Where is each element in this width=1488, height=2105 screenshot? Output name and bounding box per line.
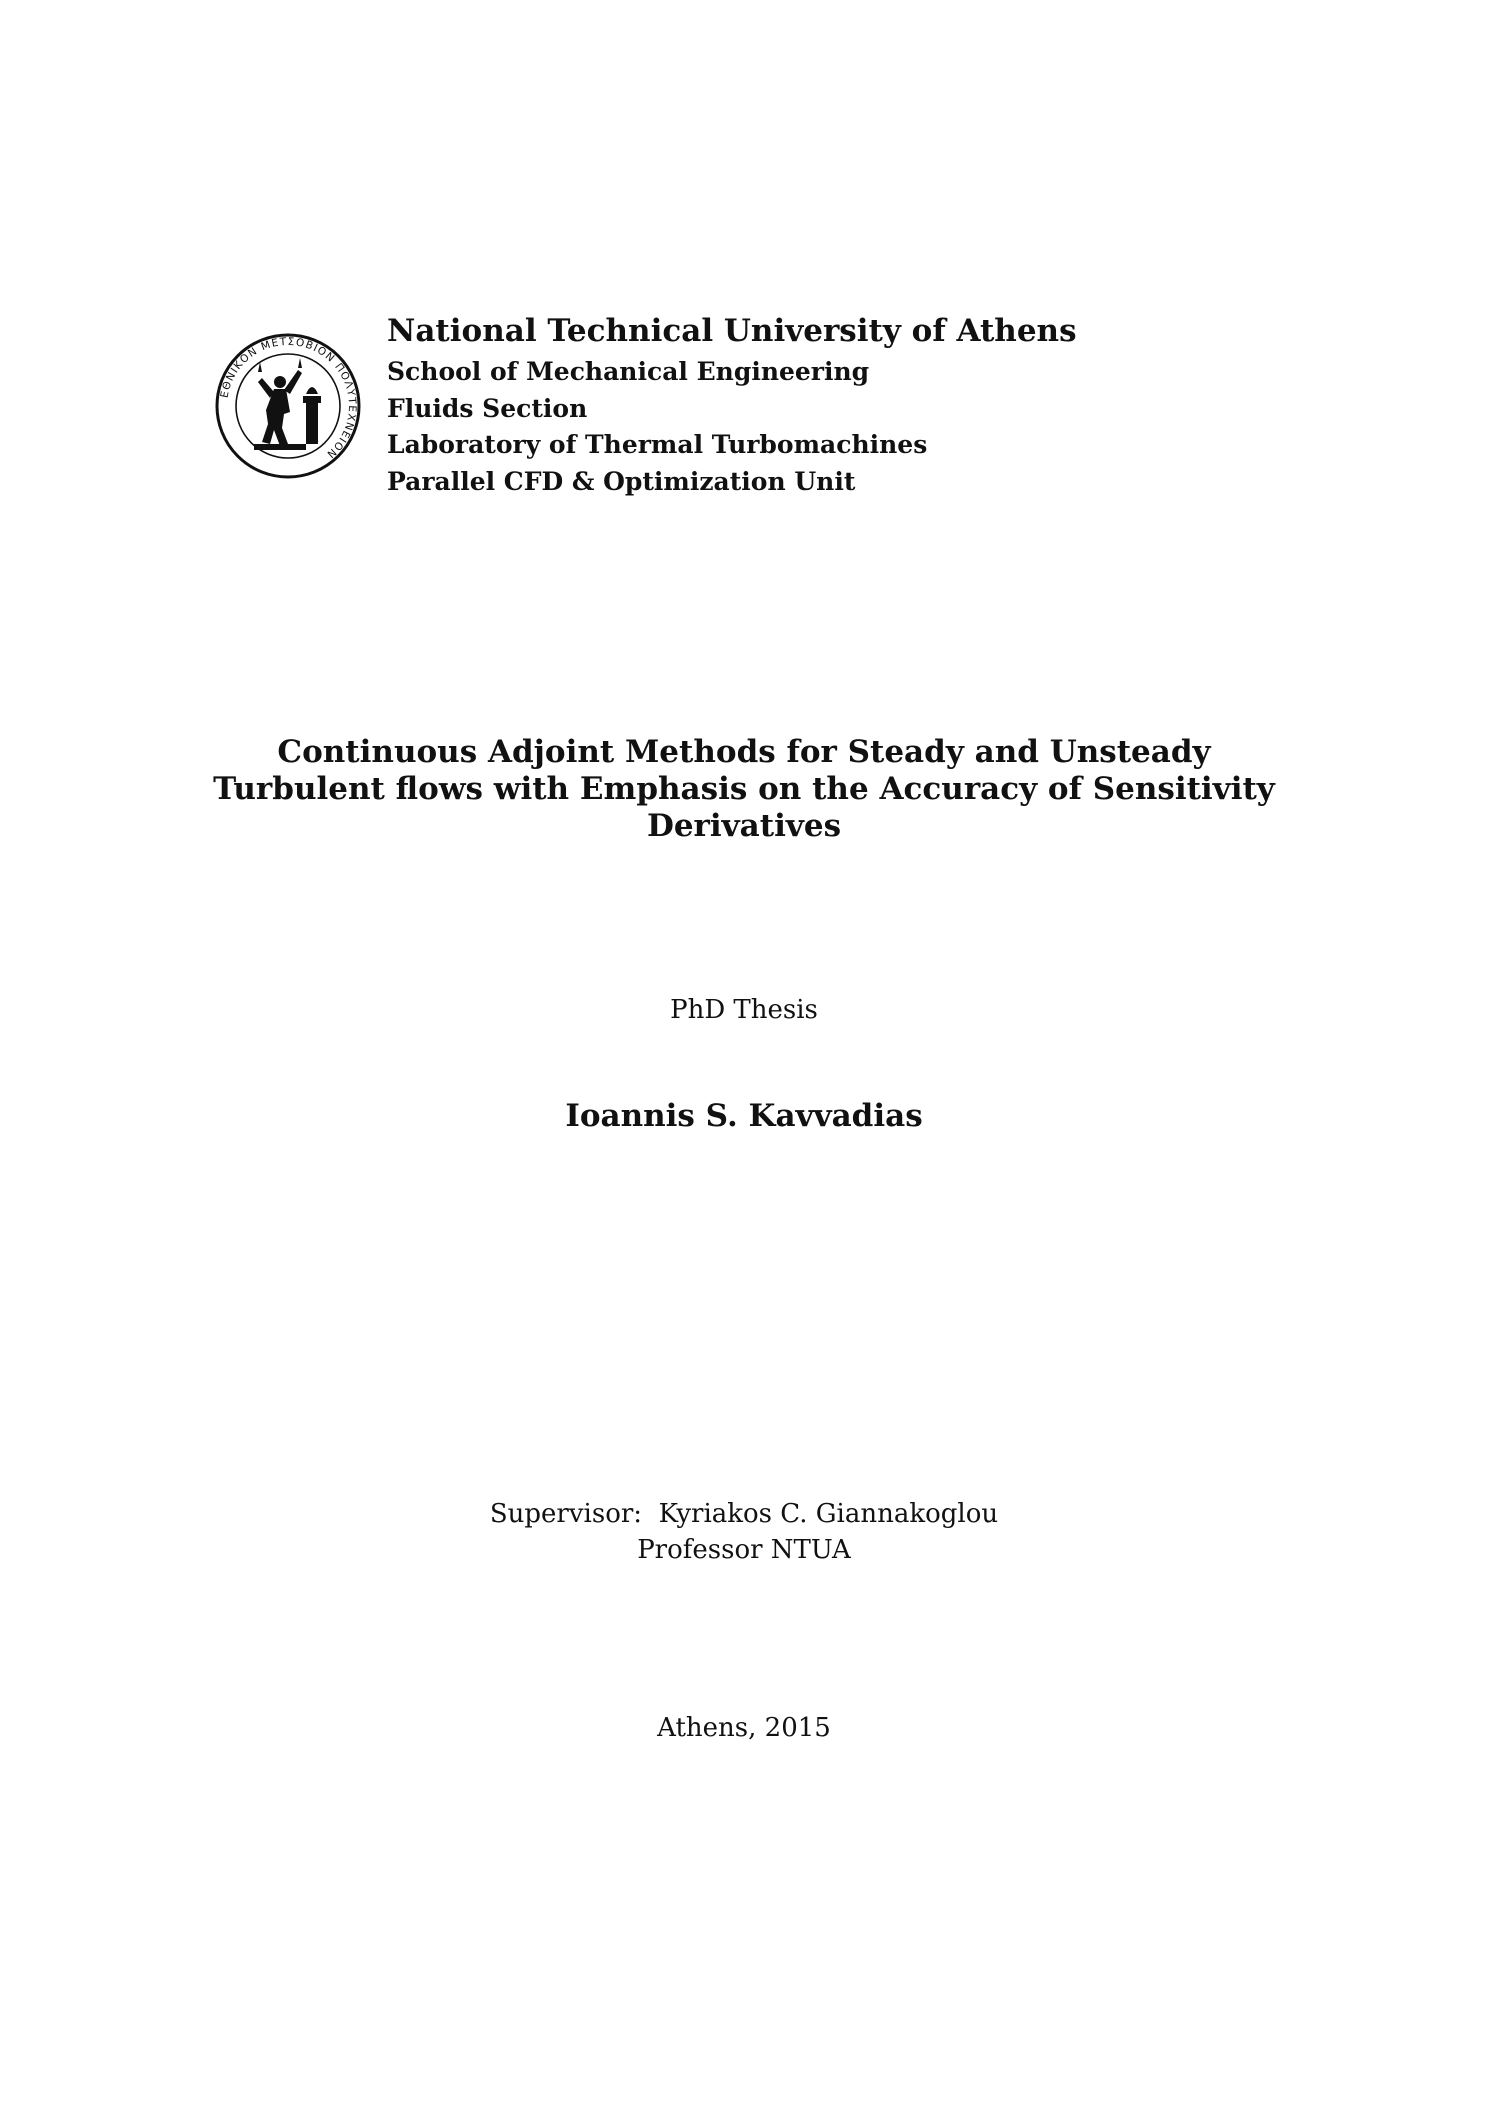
author-name: Ioannis S. Kavvadias xyxy=(565,1098,923,1134)
unit-name: Parallel CFD & Optimization Unit xyxy=(387,466,856,496)
place-date: Athens, 2015 xyxy=(657,1713,831,1743)
thesis-title-line: Continuous Adjoint Methods for Steady and Unsteady xyxy=(277,734,1211,770)
institution-header xyxy=(214,308,1114,508)
school-name: School of Mechanical Engineering xyxy=(387,357,870,386)
section-name: Fluids Section xyxy=(387,393,588,423)
thesis-title-line: Turbulent flows with Emphasis on the Accuracy of Sensitivity xyxy=(213,771,1275,807)
thesis-title xyxy=(144,734,1344,845)
laboratory-name: Laboratory of Thermal Turbomachines xyxy=(387,430,928,459)
university-name: National Technical University of Athens xyxy=(387,313,1077,349)
thesis-type: PhD Thesis xyxy=(670,995,818,1025)
supervisor-line: Supervisor: Kyriakos C. Giannakoglou xyxy=(489,1499,999,1529)
thesis-title-line: Derivatives xyxy=(646,808,842,844)
supervisor-title: Professor NTUA xyxy=(637,1535,851,1565)
institution-lines xyxy=(387,308,1077,500)
ntua-seal-logo xyxy=(214,332,362,480)
svg-text:ΕΘΝΙΚΟΝ ΜΕΤΣΟΒΙΟΝ ΠΟΛΥΤΕΧΝΕΙΟΝ: ΕΘΝΙΚΟΝ ΜΕΤΣΟΒΙΟΝ ΠΟΛΥΤΕΧΝΕΙΟΝ xyxy=(218,335,359,461)
